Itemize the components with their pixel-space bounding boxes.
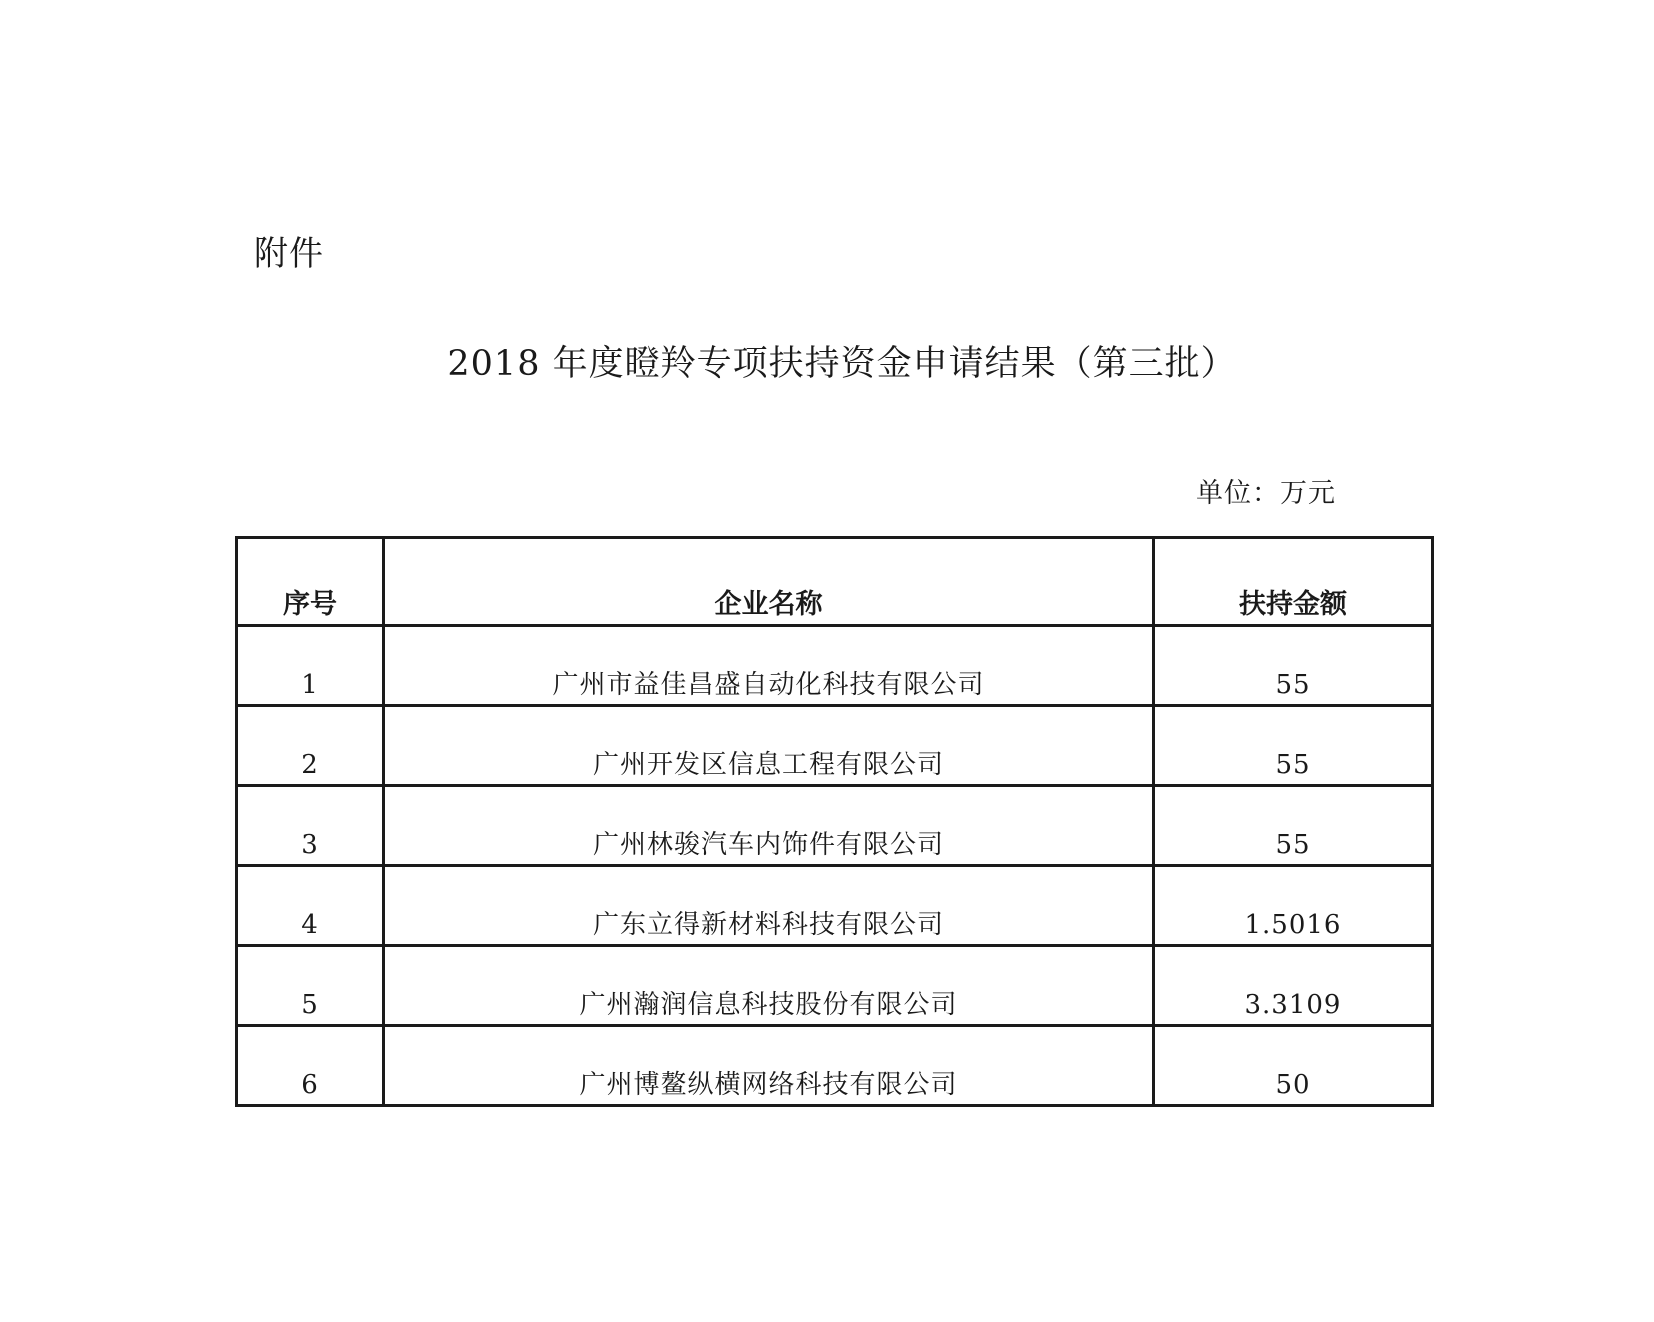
amount-cell: 55 (1154, 786, 1433, 866)
page-title: 2018 年度瞪羚专项扶持资金申请结果（第三批） (447, 344, 1237, 384)
column-header-company: 企业名称 (384, 538, 1154, 626)
amount-cell: 55 (1154, 706, 1433, 786)
column-header-amount: 扶持金额 (1154, 538, 1433, 626)
company-name-cell: 广东立得新材料科技有限公司 (384, 866, 1154, 946)
serial-cell: 4 (237, 866, 384, 946)
attachment-label: 附件 (254, 234, 324, 274)
serial-cell: 2 (237, 706, 384, 786)
column-header-serial: 序号 (237, 538, 384, 626)
table-row (237, 706, 1433, 786)
table-header-row (237, 538, 1433, 626)
table-row (237, 866, 1433, 946)
company-name-cell: 广州博鳌纵横网络科技有限公司 (384, 1026, 1154, 1106)
table-row (237, 626, 1433, 706)
company-name-cell: 广州林骏汽车内饰件有限公司 (384, 786, 1154, 866)
table-row (237, 1026, 1433, 1106)
serial-cell: 3 (237, 786, 384, 866)
amount-cell: 3.3109 (1154, 946, 1433, 1026)
serial-cell: 6 (237, 1026, 384, 1106)
serial-cell: 1 (237, 626, 384, 706)
serial-cell: 5 (237, 946, 384, 1026)
company-name-cell: 广州开发区信息工程有限公司 (384, 706, 1154, 786)
table-row (237, 786, 1433, 866)
company-name-cell: 广州瀚润信息科技股份有限公司 (384, 946, 1154, 1026)
amount-cell: 50 (1154, 1026, 1433, 1106)
table-row (237, 946, 1433, 1026)
funding-result-table (235, 536, 1434, 1107)
amount-cell: 55 (1154, 626, 1433, 706)
unit-note: 单位：万元 (1196, 478, 1336, 509)
amount-cell: 1.5016 (1154, 866, 1433, 946)
company-name-cell: 广州市益佳昌盛自动化科技有限公司 (384, 626, 1154, 706)
